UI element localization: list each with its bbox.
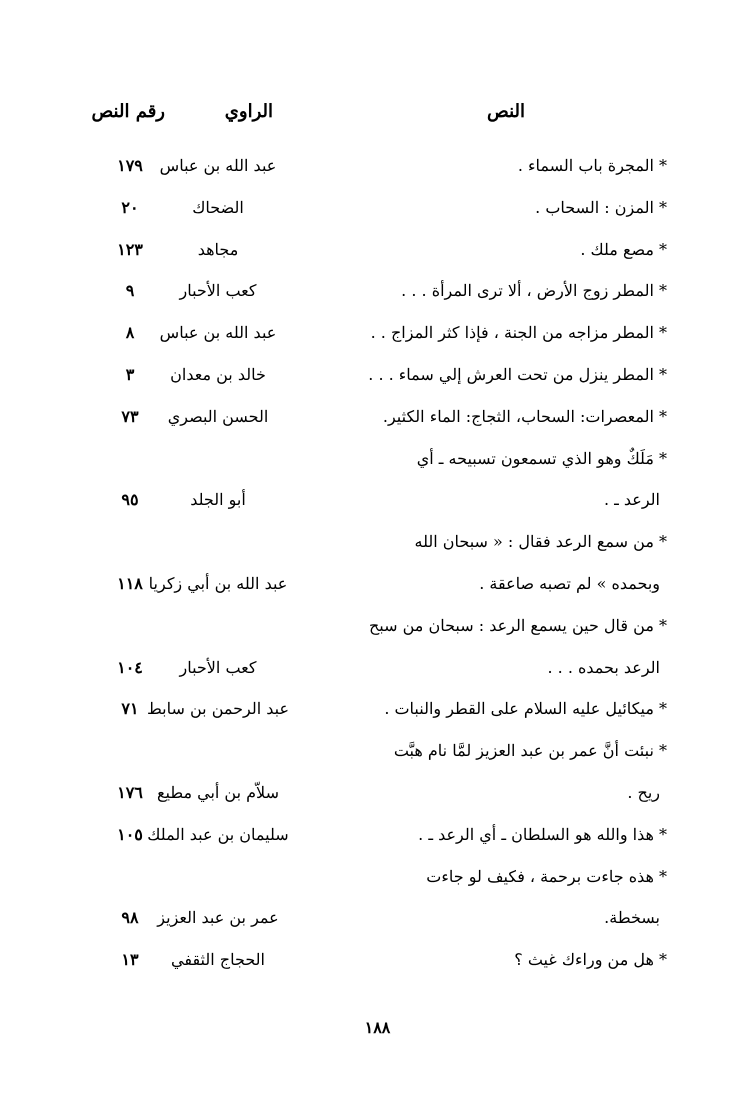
table-row: [0, 194, 755, 224]
narrator-cell: سليمان بن عبد الملك: [147, 825, 289, 844]
text-cell: الرعد بحمده . . .: [547, 658, 660, 677]
narrator-cell: عبد الله بن عباس: [159, 156, 277, 175]
narrator-cell: عبد الله بن أبي زكريا: [148, 574, 288, 593]
text-cell: * المزن : السحاب .: [535, 198, 667, 217]
text-cell: ريح .: [627, 783, 660, 802]
narrator-cell: الحجاج الثقفي: [171, 950, 265, 969]
text-cell: وبحمده » لم تصبه صاعقة .: [479, 574, 660, 593]
table-row: [0, 779, 755, 809]
table-row: [0, 863, 755, 893]
text-cell: * هل من وراءك غيث ؟: [514, 950, 667, 969]
table-row: [0, 152, 755, 182]
table-row: [0, 612, 755, 642]
number-cell: ٢٠: [121, 198, 139, 217]
table-row: [0, 695, 755, 725]
text-cell: * ميكائيل عليه السلام على القطر والنبات .: [384, 699, 667, 718]
text-cell: * مَلَكٌ وهو الذي تسمعون تسبيحه ـ أي: [416, 449, 667, 468]
table-row: [0, 737, 755, 767]
narrator-cell: عبد الله بن عباس: [159, 323, 277, 342]
text-cell: * مصع ملك .: [580, 240, 667, 259]
narrator-cell: عبد الرحمن بن سابط: [146, 699, 290, 718]
table-row: [0, 946, 755, 976]
number-cell: ١٠٤: [117, 658, 143, 677]
narrator-cell: كعب الأحبار: [179, 658, 257, 677]
table-row: [0, 528, 755, 558]
narrator-cell: سلاّم بن أبي مطيع: [156, 783, 280, 802]
number-cell: ١٢٣: [117, 240, 143, 259]
number-cell: ٧٣: [121, 407, 139, 426]
table-row: [0, 361, 755, 391]
number-cell: ١٠٥: [117, 825, 143, 844]
text-cell: * من سمع الرعد فقال : « سبحان الله: [414, 532, 667, 551]
table-row: [0, 319, 755, 349]
header-number: رقم النص: [91, 101, 165, 122]
text-cell: * المجرة باب السماء .: [517, 156, 667, 175]
number-cell: ٩٨: [121, 908, 139, 927]
number-cell: ١٧٦: [117, 783, 143, 802]
header-narrator: الراوي: [224, 101, 273, 122]
text-cell: * من قال حين يسمع الرعد : سبحان من سبح: [368, 616, 667, 635]
header-text: النص: [487, 101, 525, 122]
table-row: [0, 403, 755, 433]
table-row: [0, 445, 755, 475]
text-cell: * هذه جاءت برحمة ، فكيف لو جاءت: [426, 867, 667, 886]
number-cell: ٣: [125, 365, 135, 384]
table-row: [0, 570, 755, 600]
narrator-cell: عمر بن عبد العزيز: [157, 908, 279, 927]
number-cell: ١٧٩: [117, 156, 143, 175]
narrator-cell: أبو الجلد: [190, 490, 246, 509]
narrator-cell: خالد بن معدان: [170, 365, 266, 384]
narrator-cell: الضحاك: [192, 198, 244, 217]
text-cell: * المعصرات: السحاب، الثجاج: الماء الكثير.: [382, 407, 667, 426]
number-cell: ٨: [125, 323, 135, 342]
narrator-cell: كعب الأحبار: [179, 281, 257, 300]
table-row: [0, 277, 755, 307]
number-cell: ٧١: [121, 699, 139, 718]
table-row: [0, 654, 755, 684]
table-row: [0, 236, 755, 266]
narrator-cell: الحسن البصري: [167, 407, 269, 426]
table-row: [0, 486, 755, 516]
number-cell: ١١٨: [117, 574, 143, 593]
text-cell: * المطر زوج الأرض ، ألا ترى المرأة . . .: [401, 281, 667, 300]
number-cell: ١٣: [121, 950, 139, 969]
number-cell: ٩: [125, 281, 135, 300]
text-cell: * نبئت أنَّ عمر بن عبد العزيز لمَّا نام هبَّت: [393, 741, 667, 760]
table-row: [0, 904, 755, 934]
text-cell: * هذا والله هو السلطان ـ أي الرعد ـ .: [418, 825, 667, 844]
narrator-cell: مجاهد: [197, 240, 239, 259]
text-cell: * المطر مزاجه من الجنة ، فإذا كثر المزاج . .: [370, 323, 667, 342]
text-cell: الرعد ـ .: [603, 490, 660, 509]
page-number: ١٨٨: [364, 1018, 391, 1037]
text-cell: بسخطة.: [604, 908, 660, 927]
text-cell: * المطر ينزل من تحت العرش إلي سماء . . .: [368, 365, 667, 384]
table-row: [0, 821, 755, 851]
number-cell: ٩٥: [121, 490, 139, 509]
